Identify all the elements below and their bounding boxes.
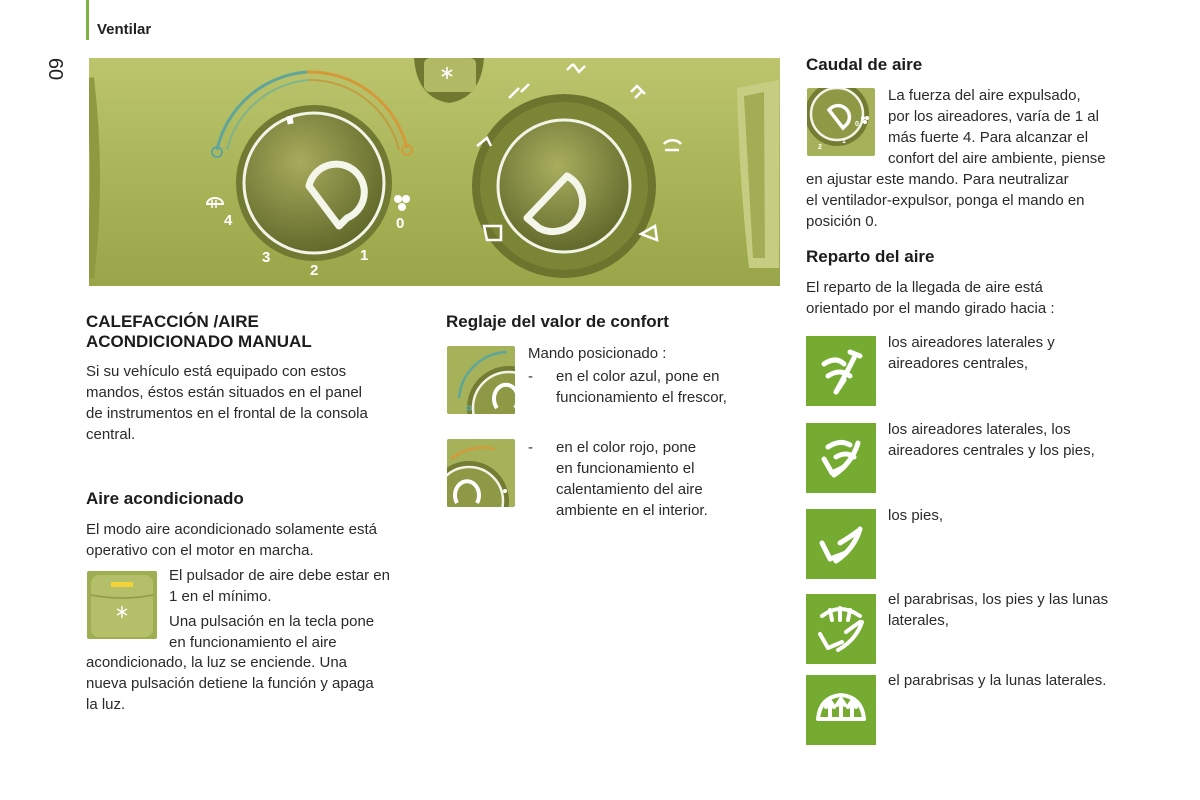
- feet-vent-icon: [806, 509, 876, 579]
- cold-knob-thumbnail: [447, 346, 515, 414]
- fan-speed-2: 2: [310, 262, 319, 279]
- bullet-dash: -: [528, 439, 533, 456]
- red-line: calentamiento del aire: [556, 481, 703, 498]
- distribution-item-line: el parabrisas y la lunas laterales.: [888, 672, 1107, 689]
- bullet-dash: -: [528, 368, 533, 385]
- distribution-line: orientado por el mando girado hacia :: [806, 300, 1055, 317]
- red-line: en el color rojo, pone: [556, 439, 697, 456]
- distribution-item-4: [888, 589, 1188, 631]
- distribution-item-1: [888, 332, 1178, 374]
- airflow-line: por los aireadores, varía de 1 al: [888, 108, 1099, 125]
- ac-side-line: 1 en el mínimo.: [169, 588, 272, 605]
- ac-line: El modo aire acondicionado solamente está: [86, 521, 378, 538]
- control-panel-photo: [89, 58, 780, 286]
- distribution-item-line: el parabrisas, los pies y las lunas: [888, 591, 1109, 608]
- distribution-heading: [806, 247, 935, 267]
- airflow-line: confort del aire ambiente, piense: [888, 150, 1106, 167]
- header-accent-bar: [86, 0, 89, 40]
- fan-speed-4: 4: [224, 212, 233, 229]
- airflow-rest-text: [806, 169, 1176, 232]
- distribution-item-line: los aireadores laterales, los: [888, 421, 1071, 438]
- ac-line: operativo con el motor en marcha.: [86, 542, 314, 559]
- section-title: Ventilar: [97, 21, 152, 38]
- fan-speed-0: 0: [396, 215, 405, 232]
- distribution-item-2: [888, 419, 1178, 461]
- red-line: ambiente en el interior.: [556, 502, 708, 519]
- comfort-intro: Mando posicionado :: [528, 345, 667, 362]
- hot-knob-thumbnail: [447, 439, 515, 507]
- distribution-item-line: los aireadores laterales y: [888, 334, 1055, 351]
- intro-line: de instrumentos en el frontal de la consola: [86, 405, 368, 422]
- heating-ac-heading-line1: CALEFACCIÓN /AIRE: [86, 312, 259, 331]
- thumb-num-2: 2: [818, 144, 822, 151]
- airflow-line: el ventilador-expulsor, ponga el mando en: [806, 192, 1085, 209]
- windshield-feet-icon: [806, 594, 876, 664]
- fan-speed-3: 3: [262, 249, 271, 266]
- ac-heading-text: Aire acondicionado: [86, 489, 244, 508]
- face-vent-icon: [806, 336, 876, 406]
- red-bullet: [528, 437, 768, 521]
- red-bullet-inner: [528, 437, 768, 521]
- distribution-item-line: aireadores centrales,: [888, 355, 1029, 372]
- intro-paragraph: [86, 361, 426, 445]
- intro-line: Si su vehículo está equipado con estos: [86, 363, 347, 380]
- ac-side-line: en funcionamiento el aire: [169, 634, 337, 651]
- heating-ac-heading-line2: ACONDICIONADO MANUAL: [86, 332, 312, 351]
- distribution-item-line: laterales,: [888, 612, 949, 629]
- intro-line: mandos, éstos están situados en el panel: [86, 384, 363, 401]
- airflow-line: posición 0.: [806, 213, 878, 230]
- windshield-icon: [806, 675, 876, 745]
- ac-snowflake-icon: [440, 66, 454, 85]
- distribution-line: El reparto de la llegada de aire está: [806, 279, 1043, 296]
- face-feet-vent-icon: [806, 423, 876, 493]
- airflow-side-text: [888, 85, 1188, 169]
- airflow-heading: [806, 55, 922, 75]
- ac-side-text: [169, 565, 429, 653]
- distribution-intro: [806, 277, 1176, 319]
- fan-speed-1: 1: [360, 247, 369, 264]
- ac-side-line: Una pulsación en la tecla pone: [169, 613, 375, 630]
- thumb-num-1: 1: [842, 138, 846, 145]
- airflow-heading-text: Caudal de aire: [806, 55, 923, 74]
- ac-side-line: El pulsador de aire debe estar en: [169, 567, 390, 584]
- airflow-line: en ajustar este mando. Para neutralizar: [806, 171, 1069, 188]
- distribution-item-line: aireadores centrales y los pies,: [888, 442, 1095, 459]
- distribution-item-3: [888, 505, 1178, 526]
- defrost-icon: [205, 196, 225, 215]
- distribution-heading-text: Reparto del aire: [806, 247, 935, 266]
- blue-bullet: [528, 366, 768, 408]
- distribution-item-5: [888, 670, 1188, 691]
- distribution-item-line: los pies,: [888, 507, 944, 524]
- heating-ac-section: [86, 312, 416, 352]
- ac-paragraph: [86, 519, 426, 561]
- thumb-num-0: 0: [855, 121, 859, 128]
- ac-rest-line: acondicionado, la luz se enciende. Una: [86, 654, 348, 671]
- comfort-text: [528, 343, 768, 408]
- comfort-heading: [446, 312, 669, 332]
- blue-line: funcionamiento el frescor,: [556, 389, 727, 406]
- blue-line: en el color azul, pone en: [556, 368, 720, 385]
- airflow-line: La fuerza del aire expulsado,: [888, 87, 1081, 104]
- ac-rest-line: la luz.: [86, 696, 126, 713]
- page-number: 60: [44, 57, 66, 81]
- red-line: en funcionamiento el: [556, 460, 695, 477]
- intro-line: central.: [86, 426, 136, 443]
- fan-icon: [393, 194, 411, 217]
- comfort-heading-text: Reglaje del valor de confort: [446, 312, 669, 331]
- airflow-line: más fuerte 4. Para alcanzar el: [888, 129, 1089, 146]
- ac-rest-text: [86, 652, 426, 715]
- ac-button-thumbnail: [87, 571, 157, 639]
- ac-rest-line: nueva pulsación detiene la función y apaga: [86, 675, 374, 692]
- ac-heading: [86, 489, 244, 509]
